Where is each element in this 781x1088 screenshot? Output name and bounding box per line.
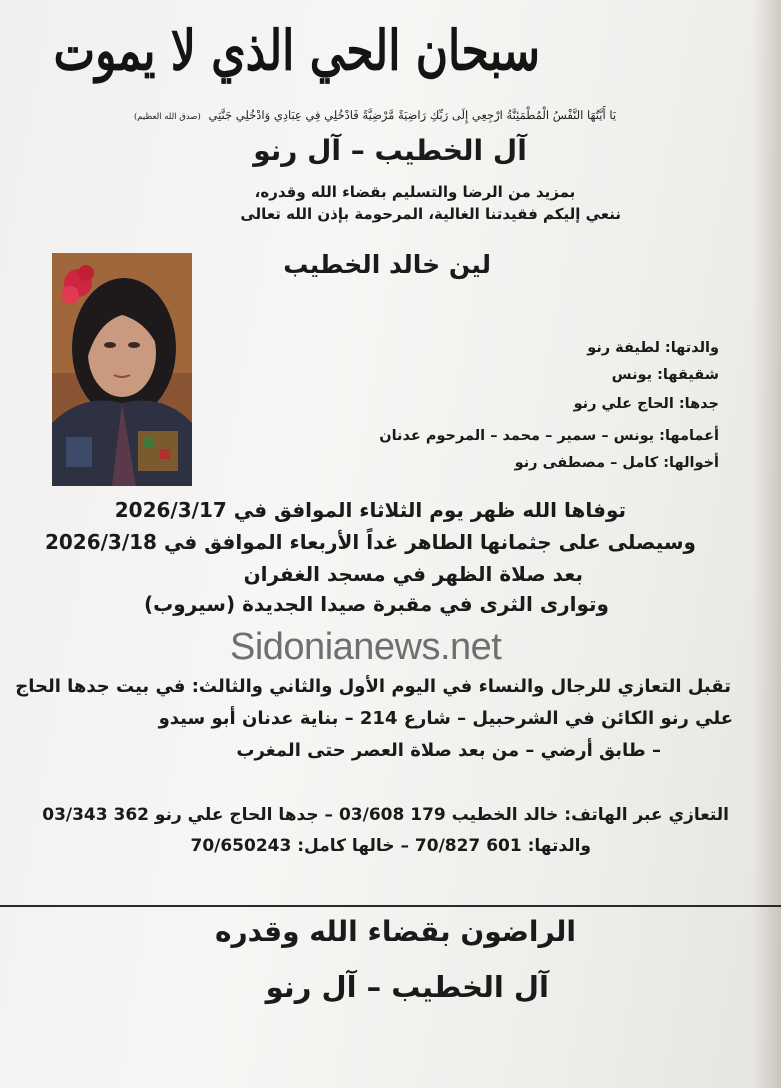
death-date-line: توفاها الله ظهر يوم الثلاثاء الموافق في 2026/3/17 xyxy=(114,498,626,522)
site-watermark: Sidonianews.net xyxy=(230,626,502,668)
quran-verse xyxy=(60,108,690,122)
funeral-prayer-line: وسيصلى على جثمانها الطاهر غداً الأربعاء الموافق في 2026/3/18 xyxy=(44,530,696,554)
verse-reference: (صدق الله العظيم) xyxy=(133,112,201,122)
condolence-line-1: تقبل التعازي للرجال والنساء في اليوم الأول والثاني والثالث: في بيت جدها الحاج xyxy=(15,676,731,697)
relative-grandfather: جدها: الحاج علي رنو xyxy=(573,396,719,412)
relative-brother: شقيقها: يونس xyxy=(611,367,719,383)
verse-text: يَا أَيَّتُهَا النَّفْسُ الْمُطْمَئِنَّةُ ارْجِعِي إِلَى رَبِّكِ رَاضِيَةً مَّرْضِيَّةً فَادْخُلِي فِي عِبَادِي وَادْخُلِي جَنَّتِي xyxy=(208,108,617,122)
burial-line: وتوارى الثرى في مقبرة صيدا الجديدة (سيروب) xyxy=(144,592,609,616)
paper-shadow-edge xyxy=(753,0,781,1088)
phone-line-1: التعازي عبر الهاتف: خالد الخطيب 179 03/608 – جدها الحاج علي رنو 362 03/343 xyxy=(42,805,729,825)
footer-acceptance: الراضون بقضاء الله وقدره xyxy=(214,915,576,948)
footer-families: آل الخطيب – آل رنو xyxy=(265,970,549,1004)
relative-paternal-uncles: أعمامها: يونس – سمير – محمد – المرحوم عدنان xyxy=(379,428,719,444)
intro-line-1: بمزيد من الرضا والتسليم بقضاء الله وقدره، xyxy=(254,183,576,201)
deceased-name: لين خالد الخطيب xyxy=(283,250,491,279)
portrait-photo xyxy=(52,253,192,486)
divider-line xyxy=(0,905,781,907)
portrait-illustration xyxy=(52,253,192,486)
relative-maternal-uncles: أخوالها: كامل – مصطفى رنو xyxy=(514,455,719,471)
condolence-line-2: علي رنو الكائن في الشرحبيل – شارع 214 – بناية عدنان أبو سيدو xyxy=(158,708,733,729)
intro-line-2: ننعي إليكم فقيدتنا الغالية، المرحومة بإذن الله تعالى xyxy=(240,205,621,223)
relative-mother: والدتها: لطيفة رنو xyxy=(587,340,719,356)
phone-line-2: والدتها: 601 70/827 – خالها كامل: 70/650243 xyxy=(190,836,591,856)
prayer-mosque-line: بعد صلاة الظهر في مسجد الغفران xyxy=(243,562,583,586)
condolence-line-3: – طابق أرضي – من بعد صلاة العصر حتى المغرب xyxy=(236,740,661,761)
header-calligraphy: سبحان الحي الذي لا يموت xyxy=(53,19,540,84)
families-heading: آل الخطيب – آل رنو xyxy=(253,134,527,167)
